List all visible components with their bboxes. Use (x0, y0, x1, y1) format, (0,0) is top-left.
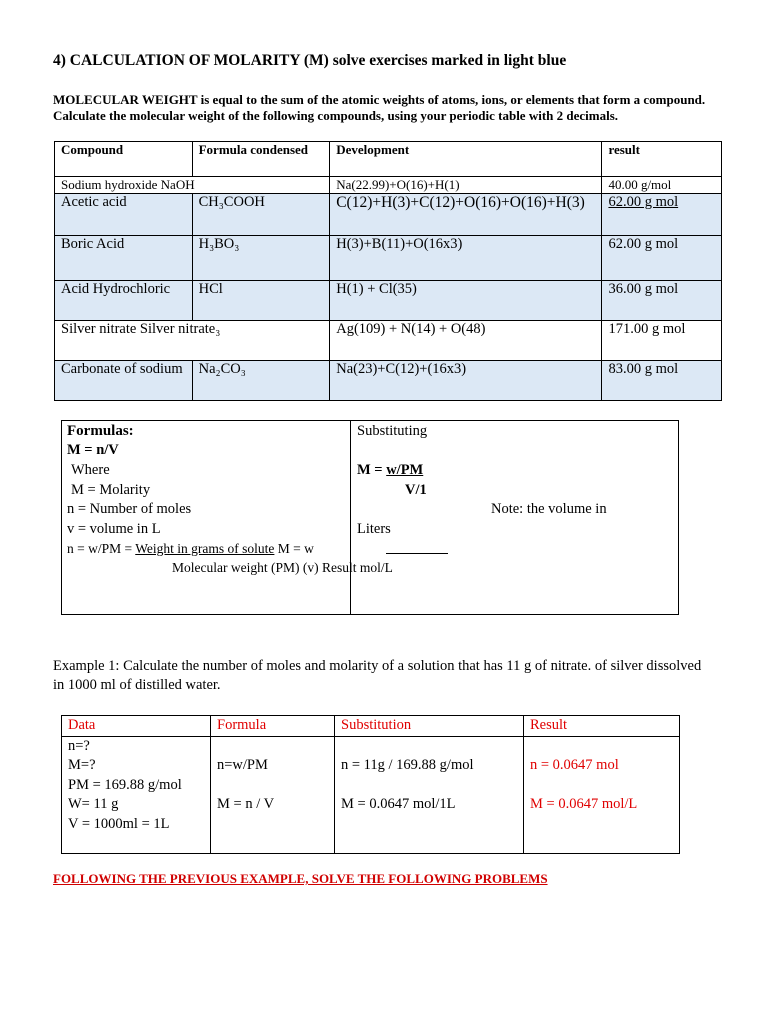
result-line: M = 0.0647 mol/L (530, 796, 638, 812)
table-header-row (55, 142, 722, 177)
fraction-line (386, 553, 448, 554)
header-data: Data (62, 716, 211, 737)
intro-text (53, 92, 723, 124)
substitution-cell (335, 736, 524, 853)
example-table (61, 715, 680, 854)
formulas-box (61, 420, 679, 615)
cell-formula: CH₃COOH (192, 194, 330, 236)
cell-compound: Carbonate of sodium (55, 361, 193, 401)
formula-line: M = n / V (217, 796, 275, 812)
example-text: Example 1: Calculate the number of moles and molarity of a solution that has 11 g of nitrate. of silver dissolved in 1000 ml of distilled water. (53, 658, 702, 693)
intro-line-1: MOLECULAR WEIGHT is equal to the sum of the atomic weights of atoms, ions, or elements that form a compound. (53, 92, 706, 107)
molecular-weight-table (54, 141, 722, 401)
cell-formula: Na₂CO₃ (192, 361, 330, 401)
n-eq-underlined: Weight in grams of solute (135, 541, 275, 556)
m-substitution (357, 461, 423, 479)
cell-result: 40.00 g/mol (602, 177, 722, 194)
result-cell (524, 736, 680, 853)
formula-n-equation (67, 540, 314, 558)
page-heading: 4) CALCULATION OF MOLARITY (M) solve exercises marked in light blue (53, 52, 567, 69)
data-line: M=? (68, 757, 96, 773)
formula-where: Where (71, 462, 110, 478)
cell-compound: Silver nitrate Silver nitrate₃ (55, 321, 330, 361)
volume-note: Note: the volume in (491, 501, 607, 517)
cell-result: 36.00 g mol (602, 281, 722, 321)
cell-formula: H₃BO₃ (192, 236, 330, 281)
cell-compound: Acetic acid (55, 194, 193, 236)
header-substitution: Substitution (335, 716, 524, 737)
cell-development: Ag(109) + N(14) + O(48) (330, 321, 602, 361)
data-line: V = 1000ml = 1L (68, 815, 170, 832)
m-sub-fraction: w/PM (386, 462, 424, 478)
formula-volume: v = volume in L (67, 521, 161, 537)
result-line: n = 0.0647 mol (530, 757, 619, 773)
n-eq-prefix: n = w/PM = (67, 541, 136, 556)
m-sub-prefix: M = (357, 462, 387, 478)
data-line: W= 11 g (68, 796, 119, 812)
data-cell (62, 736, 211, 853)
formulas-title: Formulas: (67, 423, 134, 439)
header-result: Result (524, 716, 680, 737)
formula-line: n=w/PM (217, 757, 268, 773)
follow-instruction: FOLLOWING THE PREVIOUS EXAMPLE, SOLVE THE FOLLOWING PROBLEMS (53, 871, 548, 886)
intro-line-2: Calculate the molecular weight of the following compounds, using your periodic table with 2 decimals. (53, 108, 619, 123)
table-row (55, 361, 722, 401)
cell-development: H(3)+B(11)+O(16x3) (330, 236, 602, 281)
example-header-row (62, 716, 680, 737)
cell-result: 62.00 g mol (602, 236, 722, 281)
formulas-divider (350, 421, 351, 615)
substitution-line: n = 11g / 169.88 g/mol (341, 757, 474, 773)
data-line: PM = 169.88 g/mol (68, 776, 182, 793)
table-row (55, 321, 722, 361)
cell-result: 62.00 g mol (602, 194, 722, 236)
liters-label: Liters (357, 521, 391, 537)
cell-development: H(1) + Cl(35) (330, 281, 602, 321)
example-body-row (62, 736, 680, 853)
cell-compound: Sodium hydroxide NaOH (55, 177, 330, 194)
cell-development: Na(23)+C(12)+(16x3) (330, 361, 602, 401)
formula-moles: n = Number of moles (67, 501, 192, 517)
formula-molarity: M = Molarity (71, 482, 151, 498)
n-eq-suffix: M = w (274, 541, 314, 556)
header-formula: Formula (211, 716, 335, 737)
substitution-line: M = 0.0647 mol/1L (341, 796, 456, 812)
cell-development: Na(22.99)+O(16)+H(1) (330, 177, 602, 194)
v1-label: V/1 (405, 482, 427, 498)
cell-formula: HCl (192, 281, 330, 321)
cell-result: 171.00 g mol (602, 321, 722, 361)
cell-compound: Boric Acid (55, 236, 193, 281)
header-compound: Compound (55, 142, 193, 177)
table-row (55, 236, 722, 281)
header-formula: Formula condensed (192, 142, 330, 177)
formula-cell (211, 736, 335, 853)
cell-compound: Acid Hydrochloric (55, 281, 193, 321)
formula-mw-line: Molecular weight (PM) (v) Result mol/L (172, 560, 393, 575)
cell-result: 83.00 g mol (602, 361, 722, 401)
header-development: Development (330, 142, 602, 177)
table-row (55, 177, 722, 194)
cell-development: C(12)+H(3)+C(12)+O(16)+O(16)+H(3) (330, 194, 602, 236)
formula-m: M = n/V (67, 442, 119, 458)
data-line: n=? (68, 737, 90, 754)
header-result: result (602, 142, 722, 177)
table-row (55, 194, 722, 236)
substituting-label: Substituting (357, 423, 428, 439)
table-row (55, 281, 722, 321)
